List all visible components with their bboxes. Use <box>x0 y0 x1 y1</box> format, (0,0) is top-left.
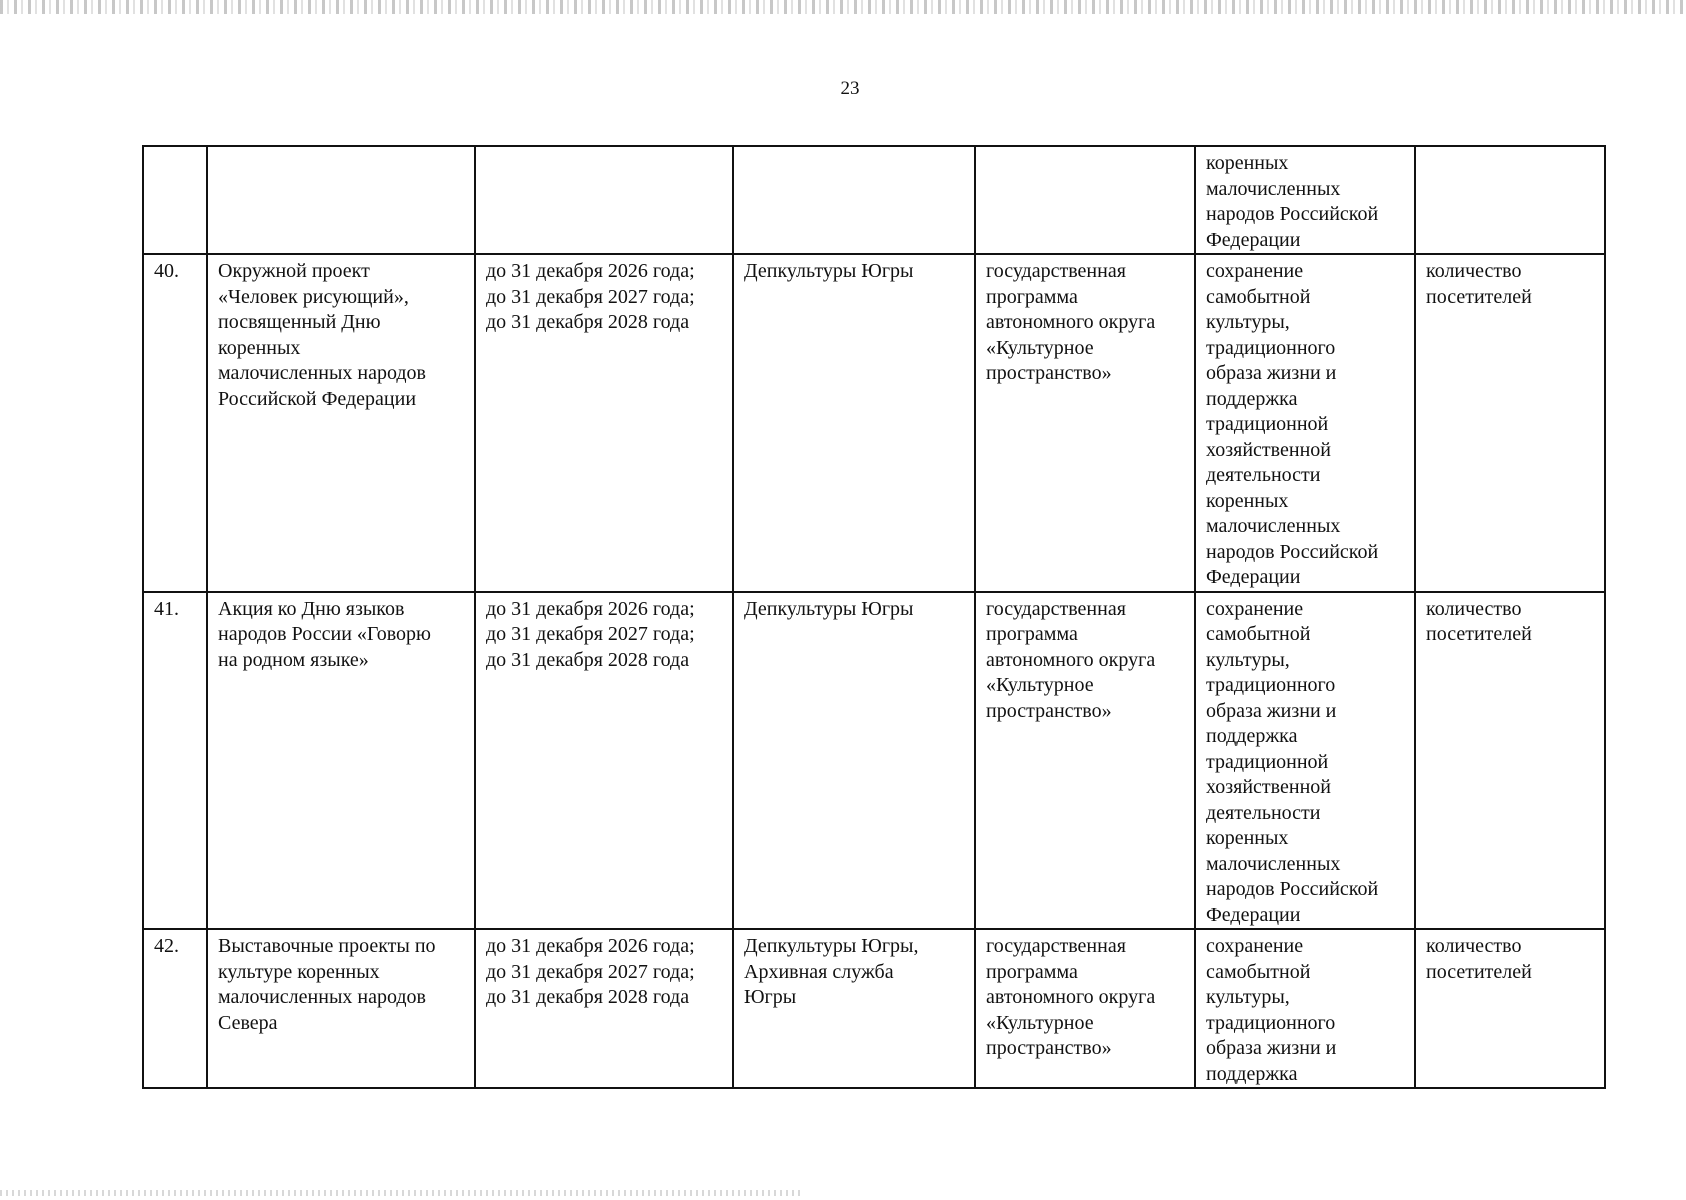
table-row <box>143 929 1605 1088</box>
cell-result: коренных малочисленных народов Российской Федерации <box>1195 146 1415 254</box>
measures-table <box>142 145 1606 1089</box>
cell-name: Окружной проект «Человек рисующий», посвященный Дню коренных малочисленных народов Российской Федерации <box>207 254 475 592</box>
cell-name: Выставочные проекты по культуре коренных малочисленных народов Севера <box>207 929 475 1088</box>
scan-noise-bottom <box>0 1190 800 1196</box>
cell-result: сохранение самобытной культуры, традиционного образа жизни и поддержка традиционной хозяйственной деятельности коренных малочисленных народов Российской Федерации <box>1195 254 1415 592</box>
cell-indicator: количество посетителей <box>1415 929 1605 1088</box>
cell-indicator <box>1415 146 1605 254</box>
cell-result: сохранение самобытной культуры, традиционного образа жизни и поддержка традиционной хозяйственной деятельности коренных малочисленных народов Российской Федерации <box>1195 592 1415 930</box>
scan-noise-top <box>0 0 1686 14</box>
cell-executor: Депкультуры Югры <box>733 254 975 592</box>
cell-name <box>207 146 475 254</box>
table-row <box>143 254 1605 592</box>
page-number: 23 <box>840 78 860 99</box>
cell-indicator: количество посетителей <box>1415 254 1605 592</box>
cell-executor: Депкультуры Югры <box>733 592 975 930</box>
cell-source: государственная программа автономного округа «Культурное пространство» <box>975 929 1195 1088</box>
cell-executor: Депкультуры Югры, Архивная служба Югры <box>733 929 975 1088</box>
cell-indicator: количество посетителей <box>1415 592 1605 930</box>
cell-name: Акция ко Дню языков народов России «Говорю на родном языке» <box>207 592 475 930</box>
cell-num: 41. <box>143 592 207 930</box>
cell-dates: до 31 декабря 2026 года; до 31 декабря 2027 года; до 31 декабря 2028 года <box>475 254 733 592</box>
cell-dates: до 31 декабря 2026 года; до 31 декабря 2027 года; до 31 декабря 2028 года <box>475 592 733 930</box>
cell-source <box>975 146 1195 254</box>
cell-executor <box>733 146 975 254</box>
cell-source: государственная программа автономного округа «Культурное пространство» <box>975 592 1195 930</box>
cell-num <box>143 146 207 254</box>
cell-result: сохранение самобытной культуры, традиционного образа жизни и поддержка <box>1195 929 1415 1088</box>
cell-dates <box>475 146 733 254</box>
table-row <box>143 146 1605 254</box>
cell-num: 40. <box>143 254 207 592</box>
table-row <box>143 592 1605 930</box>
cell-num: 42. <box>143 929 207 1088</box>
cell-dates: до 31 декабря 2026 года; до 31 декабря 2027 года; до 31 декабря 2028 года <box>475 929 733 1088</box>
cell-source: государственная программа автономного округа «Культурное пространство» <box>975 254 1195 592</box>
